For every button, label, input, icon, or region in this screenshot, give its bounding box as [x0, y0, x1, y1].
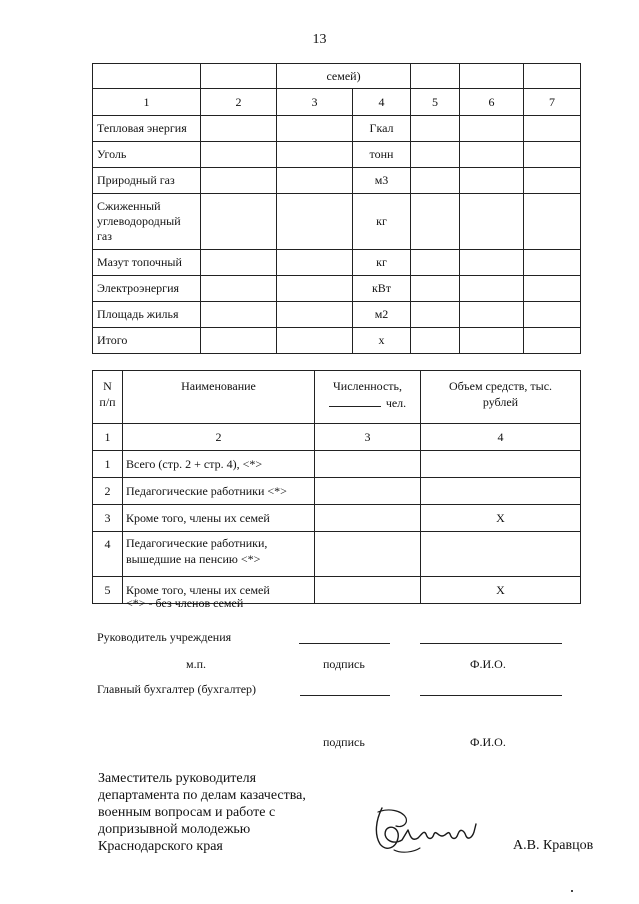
signer-title: [98, 770, 306, 855]
column-number: 2: [123, 424, 315, 451]
resource-name: Тепловая энергия: [93, 116, 201, 142]
header-text: N: [103, 379, 112, 393]
resource-name: Итого: [93, 328, 201, 354]
column-number: 4: [353, 89, 411, 116]
table-row: [93, 451, 581, 478]
resource-name: Площадь жилья: [93, 302, 201, 328]
signer-title-line: допризывной молодежью: [98, 822, 251, 837]
header-text: Численность,: [332, 379, 403, 393]
row-name: [123, 532, 315, 577]
signer-title-line: военным вопросам и работе с: [98, 805, 276, 820]
resource-name: Мазут топочный: [93, 250, 201, 276]
row-number: 5: [93, 577, 123, 604]
header-text: п/п: [99, 395, 116, 410]
resource-name-line: углеводородный: [97, 214, 181, 228]
column-number-row: [93, 424, 581, 451]
resource-name-line: Сжиженный: [97, 199, 161, 213]
row-amount: [421, 532, 581, 577]
row-name-line: Педагогические работники,: [126, 536, 268, 550]
row-number: 1: [93, 451, 123, 478]
column-number: 1: [93, 89, 201, 116]
table-row: [93, 250, 581, 276]
accountant-signature-line: [300, 695, 390, 696]
blank-line: [329, 394, 381, 407]
table-row: [93, 302, 581, 328]
row-name: Педагогические работники <*>: [123, 478, 315, 505]
header-cell-num: [93, 371, 123, 424]
handwritten-signature: [368, 800, 488, 860]
table-header-row: [93, 64, 581, 89]
resource-name: Уголь: [93, 142, 201, 168]
page-number: 13: [312, 32, 327, 47]
resource-name: Природный газ: [93, 168, 201, 194]
column-number: 7: [524, 89, 581, 116]
table-row: [93, 478, 581, 505]
resource-name: Электроэнергия: [93, 276, 201, 302]
table-row: [93, 142, 581, 168]
column-number: 4: [421, 424, 581, 451]
row-amount: X: [421, 505, 581, 532]
signer-title-line: Краснодарского края: [98, 839, 223, 854]
resource-unit: Гкал: [353, 116, 411, 142]
resource-unit: кг: [353, 250, 411, 276]
row-amount: [421, 478, 581, 505]
footnote: <*> - без членов семей: [126, 596, 244, 610]
row-name: Кроме того, члены их семей: [123, 577, 315, 604]
column-number: 2: [201, 89, 277, 116]
header-text: рублей: [482, 395, 519, 410]
resource-unit: тонн: [353, 142, 411, 168]
column-number: 6: [460, 89, 524, 116]
header-text: чел.: [385, 396, 407, 411]
header-text: Объем средств, тыс.: [448, 379, 553, 393]
row-number: 3: [93, 505, 123, 532]
fuel-consumption-table: [92, 63, 581, 354]
resource-name: [93, 194, 201, 250]
resource-unit: кг: [353, 194, 411, 250]
staff-table: [92, 370, 581, 604]
table-row: [93, 194, 581, 250]
column-number: 3: [315, 424, 421, 451]
row-number: 2: [93, 478, 123, 505]
fio-label: Ф.И.О.: [470, 735, 506, 749]
accountant-label: Главный бухгалтер (бухгалтер): [97, 682, 257, 696]
signature-label: подпись: [323, 657, 365, 671]
resource-unit: кВт: [353, 276, 411, 302]
resource-name-line: газ: [97, 229, 112, 243]
resource-unit: х: [353, 328, 411, 354]
stamp-label: м.п.: [186, 657, 207, 671]
accountant-fio-line: [420, 695, 562, 696]
row-amount: [421, 451, 581, 478]
head-fio-line: [420, 643, 562, 644]
column-number: 3: [277, 89, 353, 116]
table-row: [93, 168, 581, 194]
header-cell-count: [315, 371, 421, 424]
fio-label: Ф.И.О.: [470, 657, 506, 671]
column-number: 5: [411, 89, 460, 116]
row-name: Всего (стр. 2 + стр. 4), <*>: [123, 451, 315, 478]
scan-speck: [571, 890, 573, 892]
table-row: [93, 505, 581, 532]
table-header-row: [93, 371, 581, 424]
resource-unit: м2: [353, 302, 411, 328]
column-number: 1: [93, 424, 123, 451]
signer-title-line: департамента по делам казачества,: [98, 788, 306, 803]
row-name-line: вышедшие на пенсию <*>: [126, 551, 261, 566]
signer-title-line: Заместитель руководителя: [98, 771, 257, 786]
header-cell: семей): [277, 64, 411, 89]
head-label: Руководитель учреждения: [97, 630, 232, 644]
signer-name: А.В. Кравцов: [513, 838, 594, 853]
table-row: [93, 116, 581, 142]
row-number: 4: [93, 532, 123, 577]
header-cell-name: Наименование: [123, 371, 315, 424]
table-row: [93, 328, 581, 354]
table-row: [93, 276, 581, 302]
table-row: [93, 532, 581, 577]
row-name: Кроме того, члены их семей: [123, 505, 315, 532]
head-signature-line: [299, 643, 390, 644]
signature-label: подпись: [323, 735, 365, 749]
header-cell-amount: [421, 371, 581, 424]
column-number-row: [93, 89, 581, 116]
resource-unit: м3: [353, 168, 411, 194]
row-amount: X: [421, 577, 581, 604]
